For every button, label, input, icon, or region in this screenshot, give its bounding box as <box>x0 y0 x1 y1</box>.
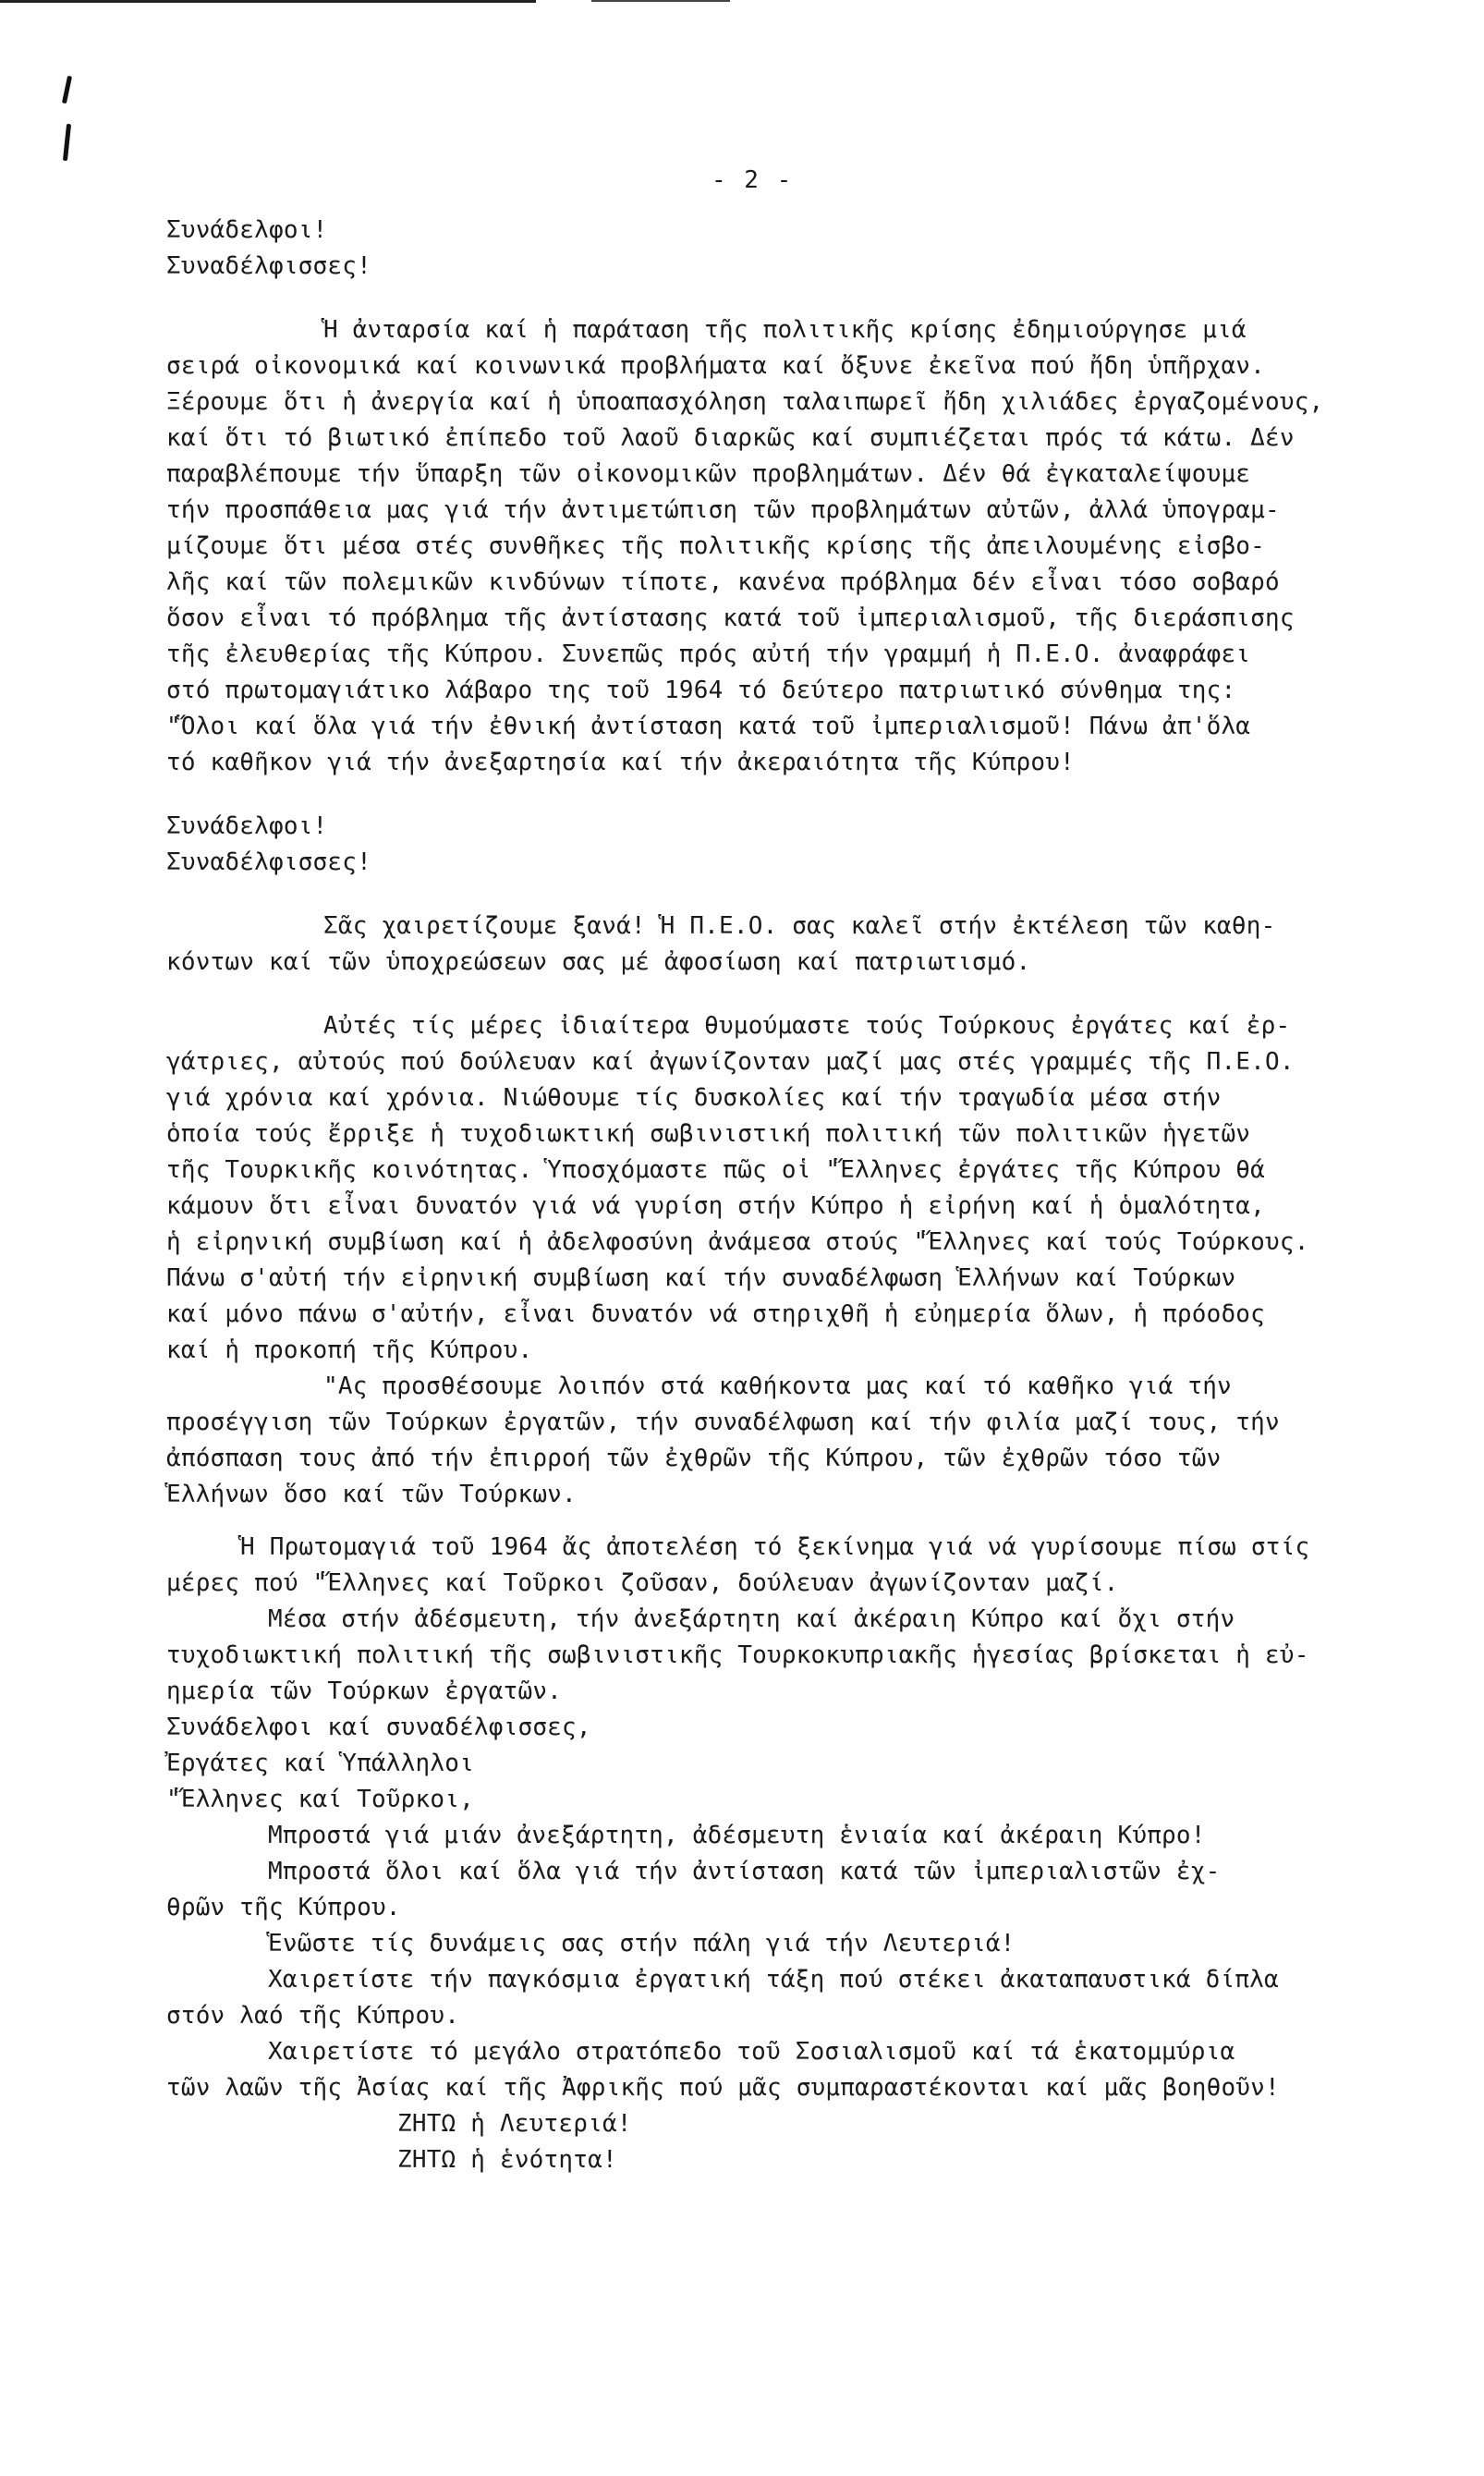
paragraph-4 <box>166 1369 1423 1513</box>
call-line: Μπροστά γιά μιάν ἀνεξάρτητη, ἀδέσμευτη ἑνιαία καί ἀκέραιη Κύπρο! <box>268 1822 1206 1849</box>
text-line: καί ὅτι τό βιωτικό ἐπίπεδο τοῦ λαοῦ διαρκῶς καί συμπιέζεται πρός τά κάτω. Δέν <box>166 424 1295 452</box>
text-line: ἡ εἰρηνική συμβίωση καί ἡ ἀδελφοσύνη ἀνάμεσα στούς "Ἕλληνες καί τούς Τούρκους. <box>166 1228 1309 1256</box>
closing-address <box>166 1710 1423 1818</box>
text-line: μέρες πού "Ἕλληνες καί Τοῦρκοι ζοῦσαν, δούλευαν ἀγωνίζονταν μαζί. <box>166 1569 1119 1597</box>
text-line: τῆς Τουρκικῆς κοινότητας. Ὑποσχόμαστε πῶς οἱ "Ἕλληνες ἐργάτες τῆς Κύπρου θά <box>166 1156 1265 1184</box>
call-line: Χαιρετίστε τό μεγάλο στρατόπεδο τοῦ Σοσιαλισμοῦ καί τά ἑκατομμύρια <box>268 2038 1235 2066</box>
text-line: Αὐτές τίς μέρες ἰδιαίτερα θυμούμαστε τούς Τούρκους ἐργάτες καί ἐρ- <box>323 1012 1291 1040</box>
text-line: Ἐργάτες καί Ὑπάλληλοι <box>166 1750 474 1777</box>
text-line: σειρά οἰκονομικά καί κοινωνικά προβλήματα καί ὄξυνε ἐκεῖνα πού ἤδη ὑπῆρχαν. <box>166 352 1265 380</box>
text-line: Ἡ ἀνταρσία καί ἡ παράταση τῆς πολιτικῆς κρίσης ἐδημιούργησε μιά <box>323 316 1247 344</box>
text-line: κάμουν ὅτι εἶναι δυνατόν γιά νά γυρίση στήν Κύπρο ἡ εἰρήνη καί ἡ ὁμαλότητα, <box>166 1192 1265 1220</box>
salutation-2 <box>166 809 1423 881</box>
salutation-1 <box>166 213 1423 285</box>
text-line: Ξέρουμε ὅτι ἡ ἀνεργία καί ἡ ὑποαπασχόληση ταλαιπωρεῖ ἤδη χιλιάδες ἐργαζομένους, <box>166 388 1324 416</box>
paragraph-1 <box>166 312 1423 781</box>
text-line: Μέσα στήν ἀδέσμευτη, τήν ἀνεξάρτητη καί ἀκέραιη Κύπρο καί ὄχι στήν <box>268 1605 1235 1633</box>
text-line: Συνάδελφοι! <box>166 812 328 840</box>
text-line: "Ἕλληνες καί Τοῦρκοι, <box>166 1786 474 1813</box>
text-line: τῆς ἐλευθερίας τῆς Κύπρου. Συνεπῶς πρός αὐτή τήν γραμμή ἡ Π.Ε.Ο. ἀναφράφει <box>166 640 1251 668</box>
top-rule-secondary <box>591 0 730 2</box>
text-line: γάτριες, αὐτούς πού δούλευαν καί ἀγωνίζονταν μαζί μας στές γραμμές τῆς Π.Ε.Ο. <box>166 1048 1295 1076</box>
paragraph-6 <box>166 1602 1423 1710</box>
call-line: θρῶν τῆς Κύπρου. <box>166 1894 401 1921</box>
text-line: κόντων καί τῶν ὑποχρεώσεων σας μέ ἀφοσίωση καί πατριωτισμό. <box>166 948 1031 976</box>
call-line: τῶν λαῶν τῆς Ἀσίας καί τῆς Ἀφρικῆς πού μᾶς συμπαραστέκονται καί μᾶς βοηθοῦν! <box>166 2074 1280 2102</box>
text-line: τυχοδιωκτική πολιτική τῆς σωβινιστικῆς Τουρκοκυπριακῆς ἡγεσίας βρίσκεται ἡ εὐ- <box>166 1641 1309 1669</box>
call-line: στόν λαό τῆς Κύπρου. <box>166 2002 460 2030</box>
text-line: προσέγγιση τῶν Τούρκων ἐργατῶν, τήν συναδέλφωση καί τήν φιλία μαζί τους, τήν <box>166 1409 1280 1436</box>
text-line: Πάνω σ'αὐτή τήν εἰρηνική συμβίωση καί τήν συναδέλφωση Ἑλλήνων καί Τούρκων <box>166 1264 1236 1292</box>
paragraph-3 <box>166 1008 1423 1369</box>
text-line: καί μόνο πάνω σ'αὐτήν, εἶναι δυνατόν νά στηριχθῆ ἡ εὐημερία ὅλων, ἡ πρόοδος <box>166 1300 1265 1328</box>
text-line: "Ὅλοι καί ὅλα γιά τήν ἐθνική ἀντίσταση κατά τοῦ ἰμπεριαλισμοῦ! Πάνω ἀπ'ὅλα <box>166 713 1251 740</box>
paragraph-2 <box>166 909 1423 981</box>
call-line: Ἑνῶστε τίς δυνάμεις σας στήν πάλη γιά τήν Λευτεριά! <box>268 1930 1016 1958</box>
paragraph-5 <box>166 1530 1423 1602</box>
calls-to-action <box>166 1818 1423 2106</box>
text-line: Συναδέλφισσες! <box>166 252 371 280</box>
text-line: Ἡ Πρωτομαγιά τοῦ 1964 ἄς ἀποτελέση τό ξεκίνημα γιά νά γυρίσουμε πίσω στίς <box>240 1533 1310 1561</box>
text-line: Συνάδελφοι! <box>166 216 328 244</box>
top-rule <box>0 0 536 3</box>
text-line: μίζουμε ὅτι μέσα στές συνθῆκες τῆς πολιτικῆς κρίσης τῆς ἀπειλουμένης εἰσβο- <box>166 532 1265 560</box>
text-line: στό πρωτομαγιάτικο λάβαρο της τοῦ 1964 τό δεύτερο πατριωτικό σύνθημα της: <box>166 677 1236 704</box>
text-line: ημερία τῶν Τούρκων ἐργατῶν. <box>166 1677 563 1705</box>
text-line: καί ἡ προκοπή τῆς Κύπρου. <box>166 1336 533 1364</box>
text-line: ἀπόσπαση τους ἀπό τήν ἐπιρροή τῶν ἐχθρῶν τῆς Κύπρου, τῶν ἐχθρῶν τόσο τῶν <box>166 1445 1222 1472</box>
call-line: Χαιρετίστε τήν παγκόσμια ἐργατική τάξη πού στέκει ἀκαταπαυστικά δίπλα <box>268 1966 1279 1994</box>
slogans <box>166 2106 1423 2178</box>
page-number: - 2 - <box>712 166 794 194</box>
text-line: γιά χρόνια καί χρόνια. Νιώθουμε τίς δυσκολίες καί τήν τραγωδία μέσα στήν <box>166 1084 1222 1112</box>
call-line: Μπροστά ὅλοι καί ὅλα γιά τήν ἀντίσταση κατά τῶν ἰμπεριαλιστῶν ἐχ- <box>268 1858 1221 1885</box>
text-line: τήν προσπάθεια μας γιά τήν ἀντιμετώπιση τῶν προβλημάτων αὐτῶν, ἀλλά ὑπογραμ- <box>166 496 1280 524</box>
text-line: ὁποία τούς ἔρριξε ἡ τυχοδιωκτική σωβινιστική πολιτική τῶν πολιτικῶν ἡγετῶν <box>166 1120 1251 1148</box>
slogan-line: ΖΗΤΩ ἡ Λευτεριά! <box>397 2110 632 2138</box>
document-body <box>166 213 1423 2178</box>
text-line: "Ας προσθέσουμε λοιπόν στά καθήκοντα μας καί τό καθῆκο γιά τήν <box>323 1372 1232 1400</box>
text-line: Συνάδελφοι καί συναδέλφισσες, <box>166 1714 591 1741</box>
slogan-line: ΖΗΤΩ ἡ ἑνότητα! <box>397 2146 617 2174</box>
margin-mark <box>65 76 70 168</box>
text-line: ὅσον εἶναι τό πρόβλημα τῆς ἀντίστασης κατά τοῦ ἰμπεριαλισμοῦ, τῆς διεράσπισης <box>166 604 1295 632</box>
text-line: τό καθῆκον γιά τήν ἀνεξαρτησία καί τήν ἀκεραιότητα τῆς Κύπρου! <box>166 749 1075 776</box>
text-line: Συναδέλφισσες! <box>166 848 371 876</box>
text-line: Ἑλλήνων ὅσο καί τῶν Τούρκων. <box>166 1481 577 1508</box>
text-line: Σᾶς χαιρετίζουμε ξανά! Ἡ Π.Ε.Ο. σας καλεῖ στήν ἐκτέλεση τῶν καθη- <box>323 912 1276 940</box>
text-line: παραβλέπουμε τήν ὕπαρξη τῶν οἰκονομικῶν προβλημάτων. Δέν θά ἐγκαταλείψουμε <box>166 460 1251 488</box>
text-line: λῆς καί τῶν πολεμικῶν κινδύνων τίποτε, κανένα πρόβλημα δέν εἶναι τόσο σοβαρό <box>166 568 1280 596</box>
